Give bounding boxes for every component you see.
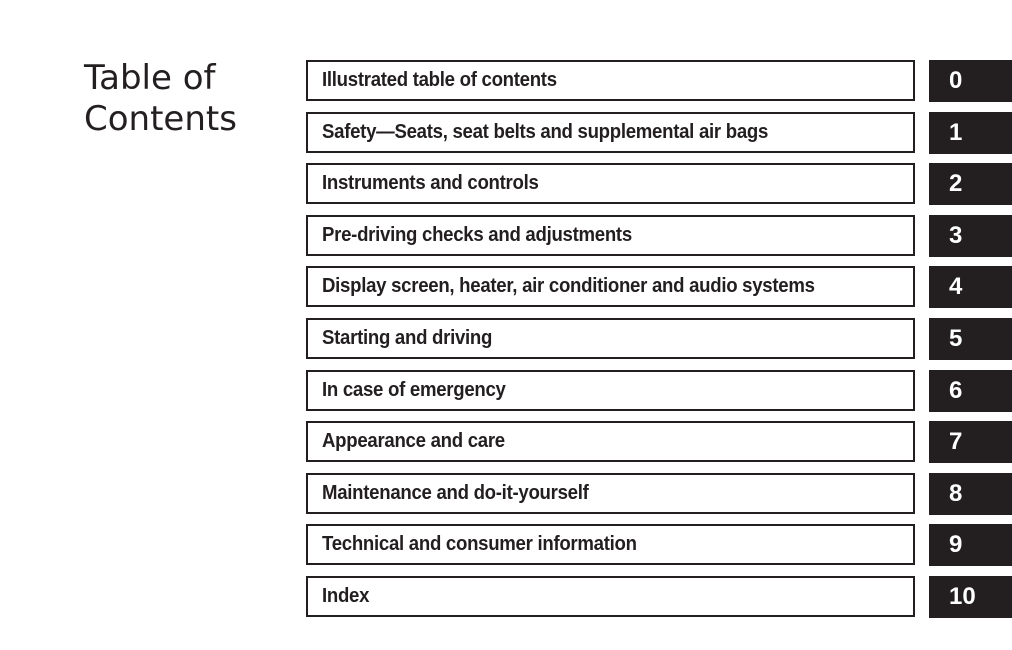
toc-entry-appearance-and-care[interactable] [306,421,915,462]
toc-entry-label: Appearance and care [322,430,505,453]
section-tab-5[interactable] [929,318,1012,360]
toc-row [306,576,1012,617]
toc-entry-safety[interactable] [306,112,915,153]
section-number: 3 [949,221,963,249]
toc-entry-maintenance[interactable] [306,473,915,514]
toc-entry-label: Pre-driving checks and adjustments [322,223,632,246]
toc-row [306,60,1012,101]
section-tab-1[interactable] [929,112,1012,154]
page-title-line-2: Contents [84,99,237,139]
toc-entry-in-case-of-emergency[interactable] [306,370,915,411]
section-tab-8[interactable] [929,473,1012,515]
section-tab-3[interactable] [929,215,1012,257]
toc-entry-technical-consumer-information[interactable] [306,524,915,565]
section-tab-4[interactable] [929,266,1012,308]
section-number: 2 [949,170,963,198]
toc-entry-label: Instruments and controls [322,172,539,195]
section-number: 8 [949,479,963,507]
toc-row [306,112,1012,153]
section-number: 6 [949,376,963,404]
toc-entry-illustrated-table-of-contents[interactable] [306,60,915,101]
section-tab-9[interactable] [929,524,1012,566]
section-number: 4 [949,273,963,301]
toc-entry-display-screen-heater-audio[interactable] [306,266,915,307]
toc-row [306,266,1012,307]
toc-row [306,473,1012,514]
toc-entry-label: Index [322,584,370,607]
page-title-line-1: Table of [84,58,216,98]
toc-entry-label: Illustrated table of contents [322,69,557,91]
toc-entry-label: In case of emergency [322,378,506,401]
toc-row [306,318,1012,359]
section-tab-10[interactable] [929,576,1012,618]
toc-row [306,524,1012,565]
section-tab-0[interactable] [929,60,1012,102]
toc-entry-instruments-and-controls[interactable] [306,163,915,204]
section-tab-6[interactable] [929,370,1012,412]
section-tab-7[interactable] [929,421,1012,463]
toc-entry-label: Safety—Seats, seat belts and supplemental air bags [322,120,769,143]
toc-entry-starting-and-driving[interactable] [306,318,915,359]
toc-row [306,370,1012,411]
section-number: 1 [949,118,963,146]
toc-entry-label: Maintenance and do-it-yourself [322,481,589,504]
toc-row [306,421,1012,462]
toc-entry-index[interactable] [306,576,915,617]
toc-entry-label: Display screen, heater, air conditioner and audio systems [322,275,815,298]
toc-row [306,215,1012,256]
toc-entry-pre-driving-checks[interactable] [306,215,915,256]
toc-entry-label: Technical and consumer information [322,533,637,556]
toc-row [306,163,1012,204]
table-of-contents [306,60,1012,628]
section-tab-2[interactable] [929,163,1012,205]
section-number: 0 [949,67,963,94]
section-number: 9 [949,531,963,559]
section-number: 7 [949,428,963,456]
section-number: 5 [949,324,963,352]
section-number: 10 [949,582,976,610]
page-title [84,58,284,140]
toc-entry-label: Starting and driving [322,326,493,349]
